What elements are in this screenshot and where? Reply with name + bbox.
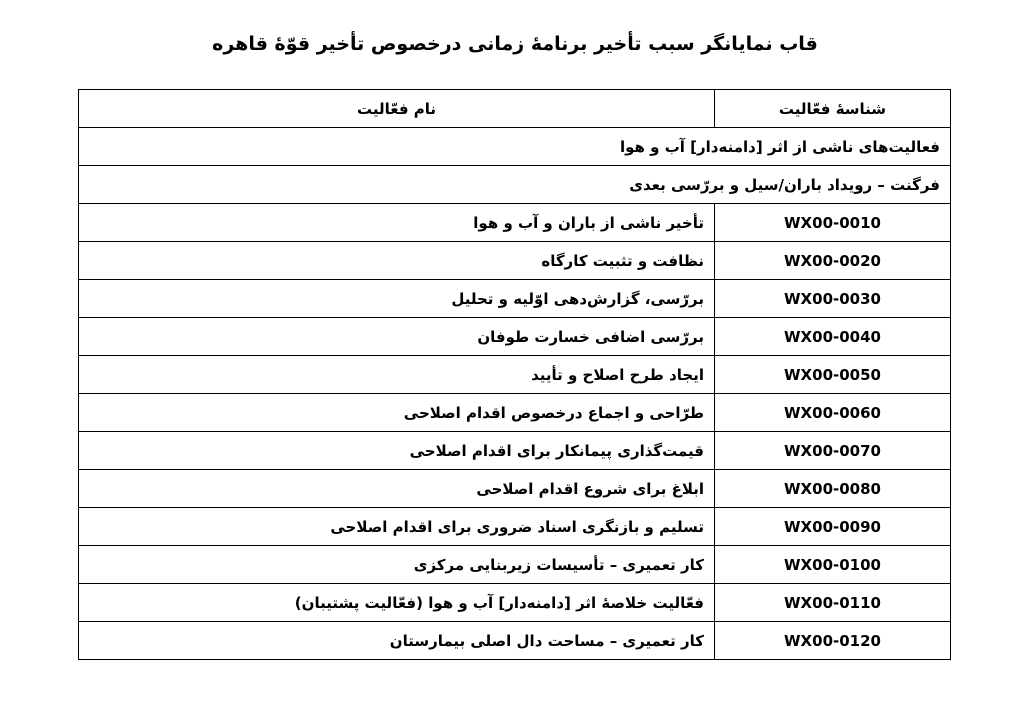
table-row <box>79 280 951 318</box>
table-header-row <box>79 90 951 128</box>
activity-id: WX00-0080 <box>715 470 951 508</box>
activity-name: تأخیر ناشی از باران و آب و هوا <box>79 204 715 242</box>
activity-name: قیمت‌گذاری پیمانکار برای اقدام اصلاحی <box>79 432 715 470</box>
table-row <box>79 622 951 660</box>
table-row <box>79 318 951 356</box>
activity-name: طرّاحی و اجماع درخصوص اقدام اصلاحی <box>79 394 715 432</box>
activity-id: WX00-0110 <box>715 584 951 622</box>
activity-id: WX00-0100 <box>715 546 951 584</box>
group-row <box>79 128 951 166</box>
header-activity-id: شناسهٔ فعّالیت <box>715 90 951 128</box>
activity-name: فعّالیت خلاصهٔ اثر [دامنه‌دار] آب و هوا (فعّالیت پشتیبان) <box>79 584 715 622</box>
table-row <box>79 242 951 280</box>
table-row <box>79 356 951 394</box>
activity-id: WX00-0120 <box>715 622 951 660</box>
activity-id: WX00-0030 <box>715 280 951 318</box>
activity-id: WX00-0020 <box>715 242 951 280</box>
table-row <box>79 394 951 432</box>
table-row <box>79 546 951 584</box>
activity-id: WX00-0090 <box>715 508 951 546</box>
page-title: قاب نمایانگر سبب تأخیر برنامهٔ زمانی درخصوص تأخیر قوّهٔ قاهره <box>212 33 818 55</box>
activity-name: تسلیم و بازنگری اسناد ضروری برای اقدام اصلاحی <box>79 508 715 546</box>
activity-name: ایجاد طرح اصلاح و تأیید <box>79 356 715 394</box>
table-row <box>79 470 951 508</box>
activity-id: WX00-0070 <box>715 432 951 470</box>
activity-id: WX00-0060 <box>715 394 951 432</box>
table-row <box>79 584 951 622</box>
activity-name: بررّسی، گزارش‌دهی اوّلیه و تحلیل <box>79 280 715 318</box>
activity-name: نظافت و تثبیت کارگاه <box>79 242 715 280</box>
activity-table <box>78 89 951 660</box>
activity-id: WX00-0040 <box>715 318 951 356</box>
table-row <box>79 204 951 242</box>
table-row <box>79 432 951 470</box>
activity-name: ابلاغ برای شروع اقدام اصلاحی <box>79 470 715 508</box>
group-storm-event: فرگنت – رویداد باران/سیل و بررّسی بعدی <box>79 166 951 204</box>
group-weather-activities: فعالیت‌های ناشی از اثر [دامنه‌دار] آب و هوا <box>79 128 951 166</box>
activity-name: بررّسی اضافی خسارت طوفان <box>79 318 715 356</box>
table-row <box>79 508 951 546</box>
activity-name: کار تعمیری – تأسیسات زیربنایی مرکزی <box>79 546 715 584</box>
group-row <box>79 166 951 204</box>
activity-name: کار تعمیری – مساحت دال اصلی بیمارستان <box>79 622 715 660</box>
header-activity-name: نام فعّالیت <box>79 90 715 128</box>
activity-id: WX00-0050 <box>715 356 951 394</box>
activity-id: WX00-0010 <box>715 204 951 242</box>
